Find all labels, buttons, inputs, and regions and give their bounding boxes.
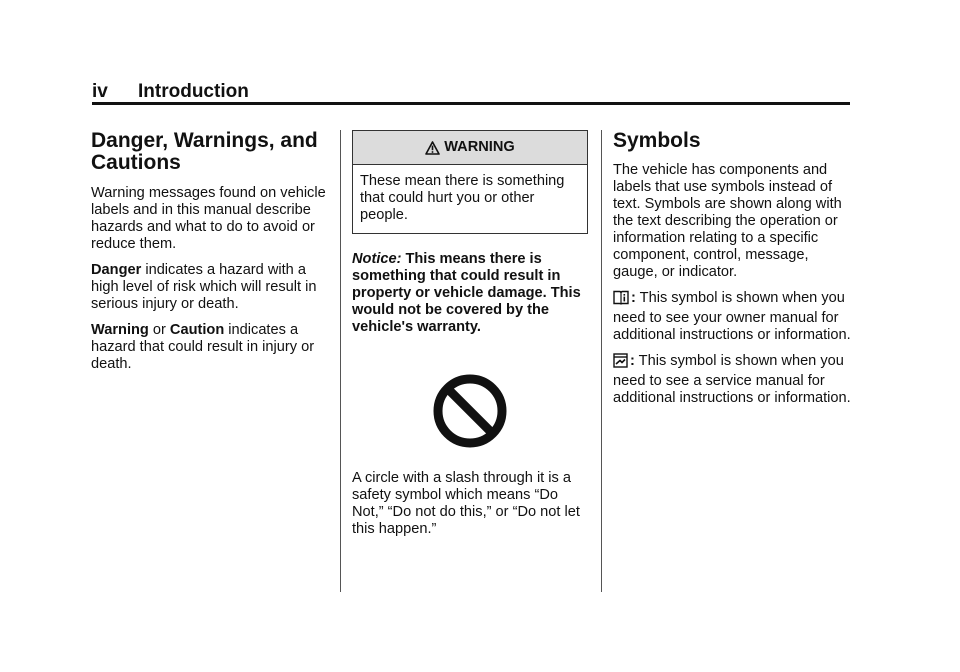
- column-divider-right: [601, 130, 602, 592]
- service-manual-colon: :: [630, 353, 635, 369]
- warning-box-body: These mean there is something that could hurt you or other people.: [360, 173, 565, 223]
- or-text: or: [148, 322, 170, 338]
- page-header: [92, 82, 850, 102]
- warning-triangle-icon: [425, 141, 440, 155]
- danger-warnings-heading: Danger, Warnings, and Cautions: [91, 129, 318, 174]
- header-rule: [92, 102, 850, 105]
- column-divider-left: [340, 130, 341, 592]
- no-symbol-icon: [432, 373, 508, 449]
- symbols-heading: Symbols: [613, 129, 701, 152]
- warnings-intro: Warning messages found on vehicle labels and in this manual describe hazards and what to do to avoid or reduce them.: [91, 185, 326, 252]
- column-symbols: [613, 130, 853, 416]
- service-manual-icon: [613, 353, 628, 373]
- warning-caution-paragraph: [91, 322, 331, 373]
- section-title: Introduction: [138, 81, 249, 102]
- column-warning-notice: [352, 130, 590, 547]
- owner-manual-colon: :: [631, 290, 636, 306]
- owner-manual-text: This symbol is shown when you need to see your owner manual for additional instructions or information.: [613, 290, 851, 343]
- no-symbol-caption: A circle with a slash through it is a safety symbol which means “Do Not,” “Do not do this,” or “Do not let this happen.”: [352, 470, 580, 537]
- danger-term: Danger: [91, 262, 142, 278]
- warning-caution-text: indicates a hazard that could result in injury or death.: [91, 322, 315, 372]
- warning-box-header: [353, 131, 587, 165]
- warning-box-title: WARNING: [444, 139, 515, 155]
- symbols-intro: The vehicle has components and labels that use symbols instead of text. Symbols are shown along with the text describing the operation or information relating to a specific component, control, message, gauge, or indicator.: [613, 162, 842, 280]
- owner-manual-icon: [613, 290, 629, 310]
- service-manual-symbol-paragraph: [613, 353, 853, 407]
- caution-term: Caution: [169, 322, 225, 338]
- column-danger-warnings: [91, 130, 331, 382]
- danger-text: indicates a hazard with a high level of risk which will result in serious injury or death.: [91, 262, 317, 312]
- page-number: iv: [92, 81, 108, 102]
- danger-paragraph: [91, 262, 331, 313]
- notice-text: This means there is something that could result in property or vehicle damage. This would not be covered by the vehicle's warranty.: [352, 251, 581, 335]
- notice-label: Notice:: [352, 251, 402, 267]
- service-manual-text: This symbol is shown when you need to see a service manual for additional instructions or information.: [613, 353, 851, 406]
- owner-manual-symbol-paragraph: [613, 290, 853, 344]
- notice-paragraph: [352, 251, 590, 336]
- warning-term: Warning: [91, 322, 149, 338]
- warning-box: [352, 130, 588, 234]
